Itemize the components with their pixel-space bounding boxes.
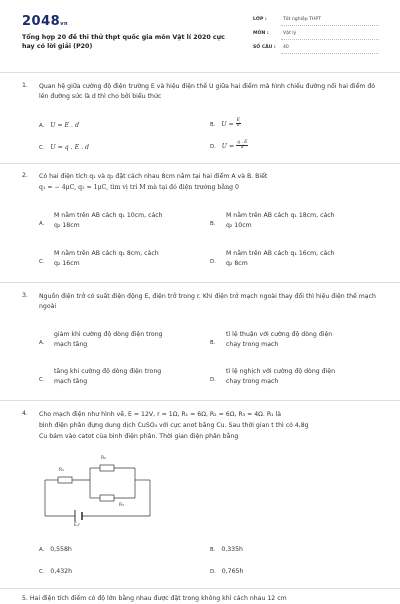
question-1-option-c[interactable]: C. U = q . E . d (39, 144, 89, 151)
page-title: Tổng hợp 20 đề thi thử thpt quốc gia môn Vật lí 2020 cực hay có lời giải (P20) (22, 34, 225, 50)
mon-value: Vật lý (283, 31, 297, 36)
divider-4 (0, 588, 400, 589)
question-4-number: 4. (22, 410, 28, 417)
mon-label: MÔN : (253, 31, 269, 36)
question-4-text-line3: Cu bám vào catot của bình điện phân. Thời gian điện phân bằng (39, 433, 239, 440)
question-4-option-b[interactable]: B. 0,335h (210, 546, 243, 553)
fraction-qe-over-d: $\frac{q . E}{d}$ (237, 140, 248, 151)
r1-label: R₁ (59, 468, 64, 473)
fraction-e-over-d: $\frac{E}{d}$ (236, 118, 240, 129)
mon-underline (281, 39, 379, 40)
question-4-option-d[interactable]: D. 0,765h (210, 568, 244, 575)
question-2-option-a[interactable]: M nằm trên AB cách q₁ 10cm, cách q₂ 18cm (54, 212, 163, 229)
divider-2 (0, 282, 400, 283)
question-3-option-d[interactable]: tỉ lệ nghịch với cường độ dòng điện chạy trong mạch (226, 368, 336, 385)
question-3-number: 3. (22, 292, 28, 299)
q3-letter-a: A. (39, 340, 45, 346)
resistor-r1-symbol (58, 477, 72, 483)
resistor-r3-symbol (100, 495, 114, 501)
question-4-text-line2: bình điện phân đựng dung dịch CuSO₄ với cực anot bằng Cu. Sau thời gian t thì có 4,8g (39, 422, 309, 429)
logo-suffix: vn (60, 21, 69, 27)
source-label: E,r (74, 523, 81, 528)
q2-letter-d: D. (210, 259, 216, 265)
question-1-option-b[interactable]: B. U = $\frac{E}{d}$ (210, 118, 240, 129)
divider-1 (0, 163, 400, 164)
question-3-option-a[interactable]: giảm khi cường độ dòng điện trong mạch tăng (54, 331, 163, 348)
q2-letter-c: C. (39, 259, 45, 265)
q2-letter-b: B. (210, 221, 216, 227)
header-divider (0, 72, 400, 73)
circuit-diagram (40, 458, 155, 543)
question-2-number: 2. (22, 172, 28, 179)
lop-value: Tốt nghiệp THPT (283, 17, 321, 22)
question-2-option-c[interactable]: M nằm trên AB cách q₁ 8cm, cách q₂ 16cm (54, 250, 159, 267)
question-5-partial: 5. Hai điện tích điểm có độ lớn bằng nhau được đặt trong không khí cách nhau 12 cm (22, 595, 287, 602)
lop-underline (281, 25, 379, 26)
question-2-text-line2: q₁ = − 4μC, q₂ = 1μC, tìm vị trí M mà tại đó điện trường bằng 0 (39, 184, 239, 191)
question-1-text: Quan hệ giữa cường độ điện trường E và hiệu điện thế U giữa hai điểm mà hình chiếu đường nối hai điểm đó lên đường sức là d thì cho bởi biểu thức (39, 83, 376, 100)
question-4-option-a[interactable]: A. 0,558h (39, 546, 72, 553)
question-4-option-c[interactable]: C. 0,432h (39, 568, 73, 575)
question-3-text: Nguồn điện trở có suất điện động E, điện trở trong r. Khi điện trở mạch ngoài thay đổi thì hiệu điện thế mạch ngoài (39, 293, 376, 310)
resistor-r2-symbol (100, 465, 114, 471)
lop-label: LỚP : (253, 17, 267, 22)
question-3-option-b[interactable]: tỉ lệ thuận với cường độ dòng điện chạy trong mạch (226, 331, 333, 348)
q3-letter-b: B. (210, 340, 216, 346)
question-2-text-line1: Có hai điện tích q₁ và q₂ đặt cách nhau 8cm nằm tại hai điểm A và B. Biết (39, 173, 268, 180)
q3-letter-d: D. (210, 377, 216, 383)
q3-letter-c: C. (39, 377, 45, 383)
question-3-option-c[interactable]: tăng khi cường độ dòng điện trong mạch tăng (54, 368, 162, 385)
question-2-option-d[interactable]: M nằm trên AB cách q₁ 16cm, cách q₂ 8cm (226, 250, 335, 267)
question-2-option-b[interactable]: M nằm trên AB cách q₁ 18cm, cách q₂ 10cm (226, 212, 335, 229)
circuit-svg (40, 458, 155, 543)
site-logo[interactable] (22, 14, 68, 29)
socau-value: 40 (283, 45, 289, 50)
q2-letter-a: A. (39, 221, 45, 227)
r3-label: R₃ (119, 503, 124, 508)
question-1-option-d[interactable]: D. U = $\frac{q . E}{d}$ (210, 140, 248, 151)
socau-label: SỐ CÂU : (253, 45, 276, 50)
question-1-option-a[interactable]: A. U = E . d (39, 122, 79, 129)
question-1-number: 1. (22, 82, 28, 89)
r2-label: R₂ (101, 456, 106, 461)
logo-text: 2048 (22, 14, 61, 29)
divider-3 (0, 400, 400, 401)
question-4-text-line1: Cho mạch điện như hình vẽ, E = 12V, r = 1Ω, R₁ = 6Ω, R₂ = 6Ω, R₃ = 4Ω. R₁ là (39, 411, 282, 418)
socau-underline (281, 53, 379, 54)
